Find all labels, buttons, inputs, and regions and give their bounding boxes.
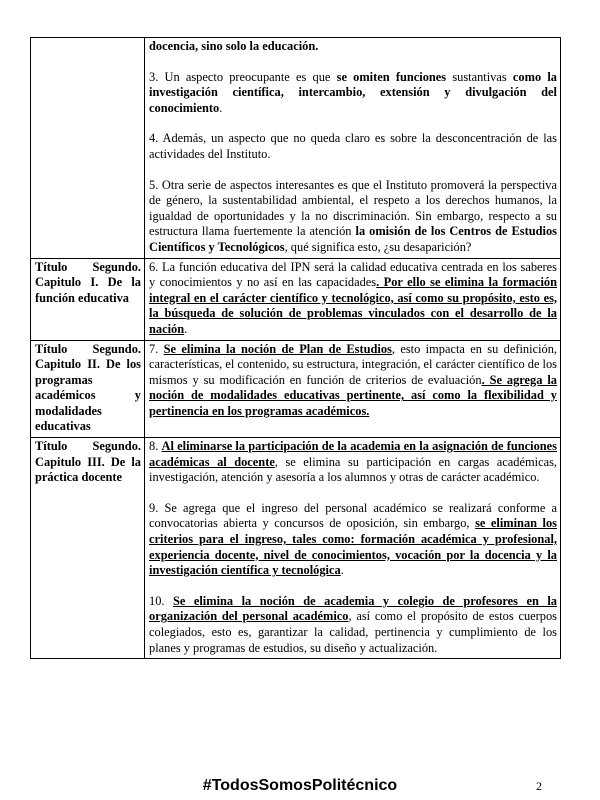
commentary-cell [145,258,561,340]
section-label-cell [31,38,145,259]
text-segment: se omiten funciones [336,69,447,84]
text-segment: 10. [149,593,173,608]
text-segment: . [219,100,223,115]
text-segment: 5. Otra serie de aspectos interesantes es que el Instituto promoverá la perspectiva de género, la sustentabilidad ambiental, el respeto a los derechos humanos, la igualdad de oportunidades y la no discriminación. Sin embargo, respecto a su estructura llama fuertemente la atención [149,177,557,239]
text-segment: . [184,321,188,336]
commentary-cell [145,340,561,438]
text-segment: la omisión de los Centros de Estudios Científicos y Tecnológicos [149,224,557,254]
text-segment: como la investigación científica, intercambio, extensión y divulgación del conocimiento [149,69,557,115]
text-segment: , esto impacta en su definición, características, el contenido, su estructura, integración, el carácter científico de los mismos y su modificación en función de criterios de evaluación [149,341,558,387]
text-segment: Al eliminarse la participación de la academia en la asignación de funciones académicas al docente [149,439,558,469]
commentary-cell [145,38,561,259]
commentary-paragraph [149,39,557,55]
content-table [30,37,561,659]
table-row [31,340,561,438]
text-segment: 7. [149,341,164,356]
text-segment: . Por ello se elimina la formación integral en el carácter científico y tecnológico, así como su propósito, esto es, la búsqueda de solución de problemas vinculados con el desarrollo de la nación [149,275,557,336]
text-segment: se eliminan los criterios para el ingreso, tales como: formación académica y profesional, experiencia docente, nivel de conocimientos, vocación por la docencia y la investigación científica y tecnológica [149,516,558,578]
page-number: 2 [536,779,542,793]
commentary-paragraph [149,594,557,656]
text-segment: Se elimina la noción de academia y colegio de profesores en la organización del personal académico [149,593,557,624]
table-row [31,38,561,259]
footer-hashtag: #TodosSomosPolitécnico [202,777,398,794]
text-segment: 4. Además, un aspecto que no queda claro es sobre la desconcentración de las actividades del Instituto. [149,131,557,161]
text-segment: , qué significa esto, ¿su desaparición? [284,239,472,254]
commentary-paragraph [149,439,557,486]
table-row [31,258,561,340]
commentary-paragraph [149,501,557,579]
text-segment: , se elimina su participación en cargas académicas, investigación, atención y asesoría a los alumnos y otras de carácter académico. [149,454,557,485]
commentary-paragraph [149,178,557,256]
text-segment: 6. La función educativa del IPN será la calidad educativa centrada en los saberes y conocimientos y no así en las capacidades [149,259,557,290]
text-segment: sustantivas [446,69,513,84]
commentary-paragraph [149,70,557,117]
table-body [31,38,561,659]
text-segment: Se elimina la noción de Plan de Estudios [163,341,392,356]
commentary-paragraph [149,260,557,338]
text-segment: . [340,563,344,578]
text-segment: docencia, sino solo la educación. [149,39,319,53]
section-label-cell: Título Segundo. Capitulo I. De la función educativa [31,258,145,340]
text-segment: 9. Se agrega que el ingreso del personal académico se realizará conforme a convocatorias abierta y concursos de oposición, sin embargo, [149,500,557,531]
section-label-cell: Título Segundo. Capitulo III. De la práctica docente [31,438,145,659]
text-segment: 3. Un aspecto preocupante es que [149,69,337,84]
text-segment: , así como el propósito de estos cuerpos colegiados, esto es, garantizar la calidad, pertinencia y cumplimiento de los planes y programas de estudios, su diseño y actualización. [149,609,557,655]
section-label-cell: Título Segundo. Capitulo II. De los programas académicos y modalidades educativas [31,340,145,438]
commentary-cell [145,438,561,659]
commentary-paragraph [149,342,557,420]
text-segment: . Se agrega la noción de modalidades educativas pertinente, así como la flexibilidad y pertinencia en los programas académicos. [149,372,558,418]
text-segment: 8. [149,439,162,454]
table-row [31,438,561,659]
commentary-paragraph [149,131,557,162]
